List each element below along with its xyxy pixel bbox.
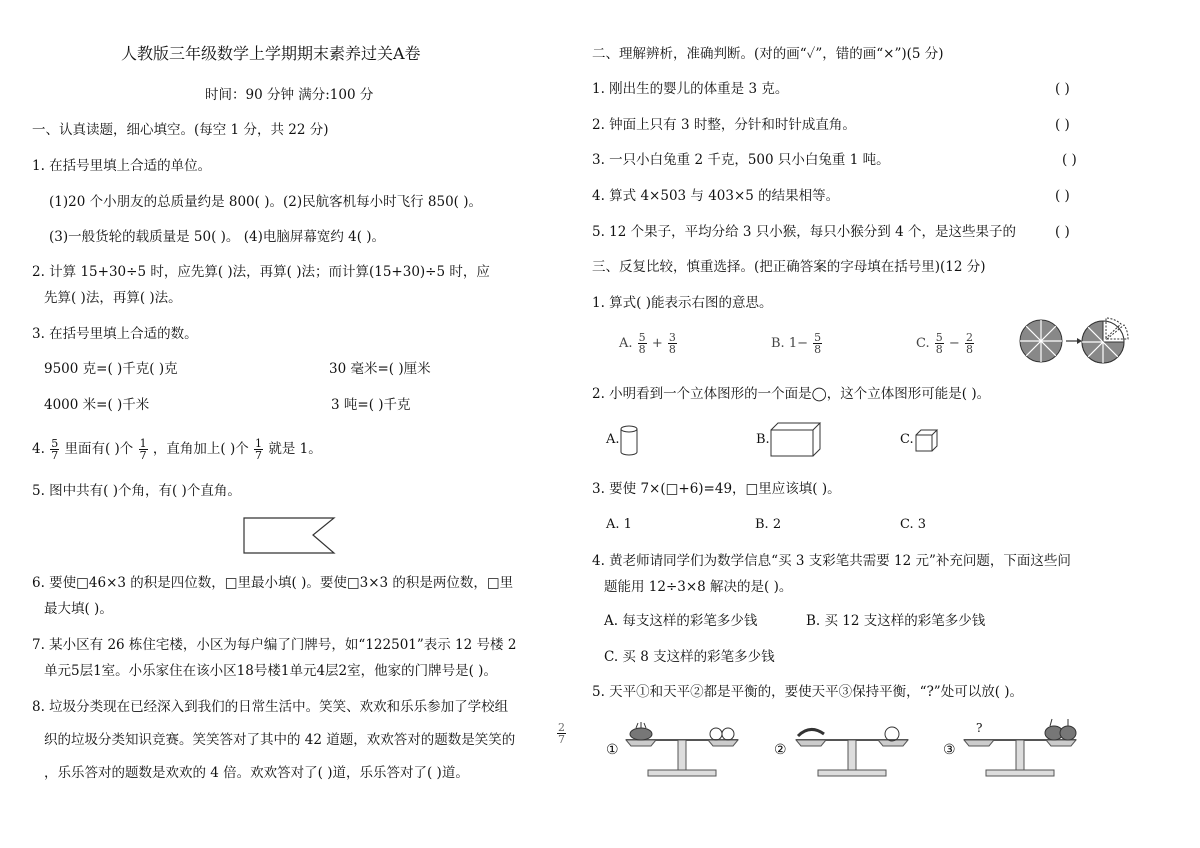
choice-q3-stem: 3. 要使 7×(□+6)=49，□里应该填( )。 bbox=[592, 481, 841, 497]
judge-bracket-3: ( ) bbox=[1062, 152, 1077, 168]
flag-shape-figure bbox=[243, 517, 335, 555]
q4-fraction-c: $\frac{1}{7}$ bbox=[255, 437, 263, 462]
q7-line2: 单元5层1室。小乐家住在该小区18号楼1单元4层2室，他家的门牌号是( )。 bbox=[44, 663, 497, 679]
banana-icon bbox=[798, 729, 824, 736]
q3-stem: 3. 在括号里填上合适的数。 bbox=[32, 326, 198, 342]
q4-fraction-a: $\frac{5}{7}$ bbox=[51, 437, 59, 462]
judge-item-1: 1. 刚出生的婴儿的体重是 3 克。 bbox=[592, 81, 789, 97]
section3-heading: 三、反复比较，慎重选择。(把正确答案的字母填在括号里)(12 分) bbox=[592, 259, 986, 275]
q1-stem: 1. 在括号里填上合适的单位。 bbox=[32, 158, 212, 174]
choice-q2-stem: 2. 小明看到一个立体图形的一个面是◯，这个立体图形可能是( )。 bbox=[592, 386, 991, 402]
choice-q2-option-b-label: B. bbox=[756, 432, 770, 447]
judge-item-2: 2. 钟面上只有 3 时整，分针和时针成直角。 bbox=[592, 117, 856, 133]
q8-line2: 织的垃圾分类知识竞赛。笑笑答对了其中的 42 道题，欢欢答对的题数是笑笑的 bbox=[44, 732, 516, 748]
choice-q2-option-c-label: C. bbox=[900, 432, 914, 447]
judge-bracket-2: ( ) bbox=[1055, 117, 1070, 133]
q4-part3: 就是 1。 bbox=[268, 441, 322, 457]
full-pie-icon bbox=[1020, 320, 1062, 362]
q1-line2: (3)一般货轮的载质量是 50( )。 (4)电脑屏幕宽约 4( )。 bbox=[49, 229, 386, 245]
choice-q2-option-a-label: A. bbox=[606, 432, 620, 447]
q4-prefix: 4. bbox=[32, 441, 45, 457]
balance-scale-3 bbox=[958, 722, 1082, 778]
choice-q3-option-c: C. 3 bbox=[900, 517, 927, 532]
scale-3-question-mark: ? bbox=[976, 721, 983, 735]
judge-bracket-1: ( ) bbox=[1055, 81, 1070, 97]
judge-item-3: 3. 一只小白兔重 2 千克，500 只小白兔重 1 吨。 bbox=[592, 152, 890, 168]
choice-q4-line2: 题能用 12÷3×8 解决的是( )。 bbox=[604, 579, 793, 595]
choice-q1-option-c: C. $\frac{5}{8}$ − $\frac{2}{8}$ bbox=[916, 331, 973, 356]
q3-b: 30 毫米=( )厘米 bbox=[329, 361, 431, 377]
choice-q4-option-a: A. 每支这样的彩笔多少钱 bbox=[604, 613, 758, 629]
q4-line bbox=[32, 438, 322, 461]
section1-heading: 一、认真读题，细心填空。(每空 1 分，共 22 分) bbox=[32, 122, 329, 138]
q4-fraction-b: $\frac{1}{7}$ bbox=[139, 437, 147, 462]
pie-diagram bbox=[1019, 318, 1127, 364]
choice-q1-option-b: B. 1− $\frac{5}{8}$ bbox=[771, 331, 822, 356]
time-info: 时间：90 分钟 满分:100 分 bbox=[205, 87, 374, 103]
pineapple-icon bbox=[630, 722, 652, 740]
page-title: 人教版三年级数学上学期期末素养过关A卷 bbox=[121, 44, 421, 63]
q1-line1: (1)20 个小朋友的总质量约是 800( )。(2)民航客机每小时飞行 850( )。 bbox=[49, 194, 482, 210]
choice-q1-option-a: A. $\frac{5}{8}$ + $\frac{3}{8}$ bbox=[619, 331, 676, 356]
q8-line3: ，乐乐答对的题数是欢欢的 4 倍。欢欢答对了( )道，乐乐答对了( )道。 bbox=[44, 765, 469, 781]
choice-q4-option-c: C. 买 8 支这样的彩笔多少钱 bbox=[604, 649, 775, 665]
judge-bracket-5: ( ) bbox=[1055, 224, 1070, 240]
q8-line1: 8. 垃圾分类现在已经深入到我们的日常生活中。笑笑、欢欢和乐乐参加了学校组 bbox=[32, 699, 509, 715]
choice-q3-option-a: A. 1 bbox=[606, 517, 632, 532]
scale-2-label: ② bbox=[774, 742, 787, 758]
q4-part1: 里面有( )个 bbox=[64, 441, 134, 457]
choice-q5-stem: 5. 天平①和天平②都是平衡的，要使天平③保持平衡，“?”处可以放( )。 bbox=[592, 684, 1024, 700]
q8-fraction: $\frac{2}{7}$ bbox=[558, 721, 565, 746]
scale-1-label: ① bbox=[606, 742, 619, 758]
choice-q4-line1: 4. 黄老师请同学们为数学信息“买 3 支彩笔共需要 12 元”补充问题，下面这些问 bbox=[592, 553, 1071, 569]
arrow-icon bbox=[1066, 338, 1082, 344]
q3-c: 4000 米=( )千米 bbox=[44, 397, 150, 413]
apple-icon bbox=[885, 727, 899, 741]
scale-3-label: ③ bbox=[943, 742, 956, 758]
partial-pie-icon bbox=[1082, 318, 1128, 363]
balance-scale-2 bbox=[790, 722, 914, 778]
q4-part2: ，直角加上( )个 bbox=[152, 441, 249, 457]
q5-text: 5. 图中共有( )个角，有( )个直角。 bbox=[32, 483, 241, 499]
choice-q3-option-b: B. 2 bbox=[755, 517, 782, 532]
pineapple-icon bbox=[1045, 719, 1076, 740]
choice-q4-option-b: B. 买 12 支这样的彩笔多少钱 bbox=[806, 613, 986, 629]
q2-line1: 2. 计算 15+30÷5 时，应先算( )法，再算( )法；而计算(15+30)÷5 时，应 bbox=[32, 264, 490, 280]
apple-icon bbox=[710, 728, 734, 740]
q6-line1: 6. 要使□46×3 的积是四位数，□里最小填( )。要使□3×3 的积是两位数，□里 bbox=[32, 575, 514, 591]
q2-line2: 先算( )法，再算( )法。 bbox=[44, 290, 182, 306]
judge-bracket-4: ( ) bbox=[1055, 188, 1070, 204]
balance-scale-1 bbox=[620, 722, 744, 778]
cube-icon bbox=[915, 429, 939, 453]
section2-heading: 二、理解辨析，准确判断。(对的画“✓”，错的画“×”)(5 分) bbox=[592, 46, 944, 62]
cylinder-icon bbox=[620, 425, 640, 457]
judge-item-5: 5. 12 个果子，平均分给 3 只小猴，每只小猴分到 4 个，是这些果子的 bbox=[592, 224, 1016, 240]
q3-a: 9500 克=( )千克( )克 bbox=[44, 361, 178, 377]
q7-line1: 7. 某小区有 26 栋住宅楼，小区为每户编了门牌号，如“122501”表示 12 号楼 2 bbox=[32, 637, 517, 653]
cuboid-icon bbox=[770, 422, 822, 458]
judge-item-4: 4. 算式 4×503 与 403×5 的结果相等。 bbox=[592, 188, 840, 204]
choice-q1-stem: 1. 算式( )能表示右图的意思。 bbox=[592, 295, 773, 311]
q6-line2: 最大填( )。 bbox=[44, 601, 113, 617]
q3-d: 3 吨=( )千克 bbox=[331, 397, 411, 413]
